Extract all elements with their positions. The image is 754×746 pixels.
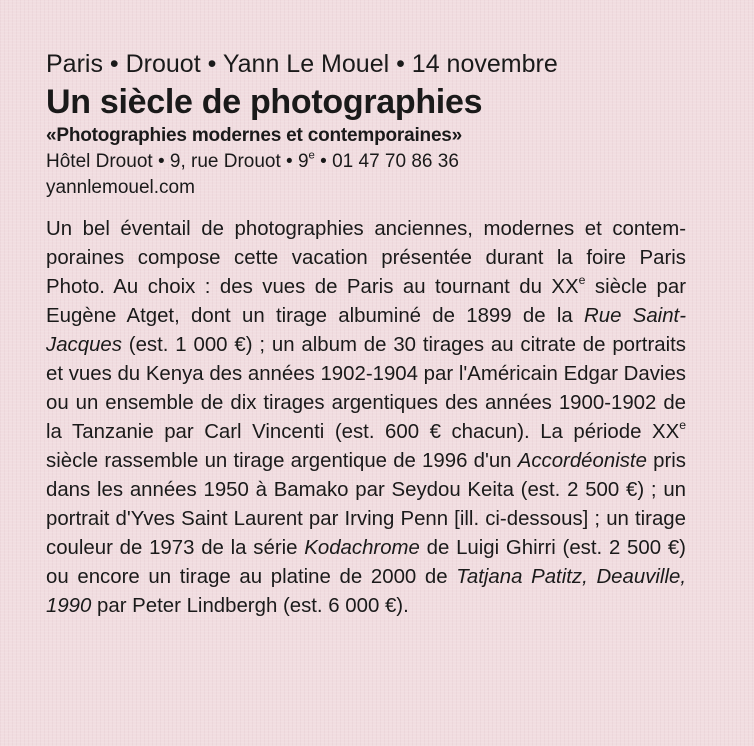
body-italic-4: Tatjana Patitz, Deauville, 1990 [46, 566, 686, 617]
body-italic-2: Accordéoniste [517, 450, 647, 472]
body-text-6: de Luigi Ghirri (est. 2 500 €) ou encore un tirage au platine de 2000 de [46, 537, 686, 588]
body-text-4: siècle rassemble un tirage argentique de 1996 d'un [46, 450, 518, 472]
subtitle: «Photographies modernes et contemporaines» [46, 125, 463, 146]
address [46, 149, 686, 175]
address-suffix: • 01 47 70 86 36 [314, 151, 459, 172]
address-superscript: e [308, 149, 315, 162]
body-text-2: siècle par Eugène Atget, dont un tirage albuminé de 1899 de la [46, 276, 686, 327]
address-prefix: Hôtel Drouot • 9, rue Drouot • 9 [46, 151, 309, 172]
body-sup-1: e [578, 272, 586, 287]
body-italic-3: Kodachrome [304, 537, 420, 559]
article [46, 48, 686, 621]
body-text-5: pris dans les années 1950 à Bamako par Seydou Keita (est. 2 500 €) ; un portrait d'Yves Saint Laurent par Irving Penn [ill. ci-dessous] ; un tirage couleur de 1973 de la série [46, 450, 686, 559]
body-sup-2: e [679, 417, 686, 432]
body-italic-1: Rue Saint-Jacques [46, 305, 686, 356]
body-text-7: par Peter Lindbergh (est. 6 000 €). [91, 595, 409, 617]
body-paragraph [46, 215, 686, 621]
body-text-3: (est. 1 000 €) ; un album de 30 tirages au citrate de portraits et vues du Kenya des années 1902-1904 par l'Américain Edgar Davies ou un ensemble de dix tirages argentiques des années 1900-1902 de la Tanzanie par Carl Vincenti (est. 600 € chacun). La période XX [46, 334, 686, 443]
body-text-1: Un bel éventail de photographies anciennes, modernes et contem-poraines compose cette vacation présentée durant la foire Paris Photo. Au choix : des vues de Paris au tournant du XX [46, 218, 686, 298]
kicker: Paris • Drouot • Yann Le Mouel • 14 novembre [46, 50, 558, 78]
website-link[interactable]: yannlemouel.com [46, 177, 195, 198]
headline: Un siècle de photographies [46, 83, 483, 121]
